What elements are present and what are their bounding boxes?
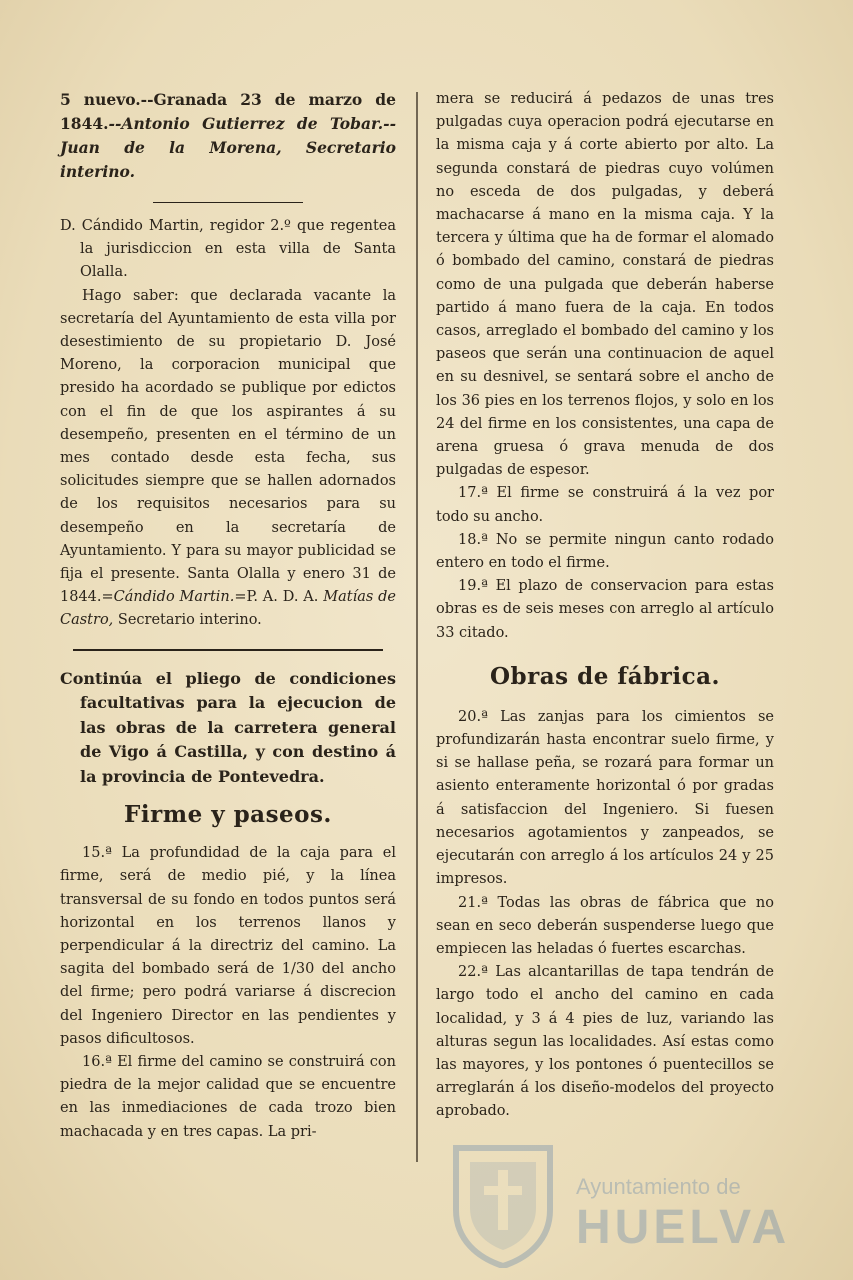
left-column [60,88,396,1144]
edict-body-text: Hago saber: que declarada vacante la secretaría del Ayuntamiento de esta villa por desestimiento de su propietario D. José Moreno, la corporacion municipal que presido ha acordado se publique por edictos con el fin de que los aspirantes á su desempeño, presenten en el término de un mes contado desde esta fecha, sus solicitudes siempre que se hallen adornados de los requisitos necesarios para su desempeño en la secretaría de Ayuntamiento. Y para su mayor publicidad se fija el presente. Santa Olalla y enero 31 de 1844. [60,287,396,606]
article-16-number: 16.ª [82,1053,112,1070]
article-21 [436,892,774,962]
article-20 [436,706,774,892]
edict-sign-name: =Cándido Martin. [101,589,235,606]
article-19-text: El plazo de conservacion para estas obras es de seis meses con arreglo al artículo 33 citado. [436,578,774,641]
article-17-text: El firme se construirá á la vez por todo su ancho. [436,485,774,525]
intro-signatures: --Antonio Gutierrez de Tobar.--Juan de la Morena, Secretario interino. [60,114,396,181]
watermark-line-2: HUELVA [576,1201,791,1254]
article-22 [436,961,774,1123]
article-21-text: Todas las obras de fábrica que no sean en seco deberán suspenderse luego que empiecen las heladas ó fuertes escarchas. [436,894,774,957]
section-title-firme: Firme y paseos. [124,801,332,829]
right-column [436,88,774,1124]
article-22-number: 22.ª [458,964,488,981]
article-18-number: 18.ª [458,531,488,548]
intro-bold: 5 nuevo.--Granada 23 de marzo de 1844. [60,90,396,133]
article-16-continued: mera se reducirá á pedazos de unas tres pulgadas cuya operacion podrá ejecutarse en la misma caja y á corte abierto por alto. La segunda constará de piedras cuyo volúmen no esceda de dos pulgadas, y deberá machacarse á mano en la misma caja. Y la tercera y última que ha de formar el alomado ó bombado del camino, constará de piedras como de una pulgada que deberán haberse partido á mano fuera de la caja. En todos casos, arreglado el bombado del camino y los paseos que serán una continuacion de aquel en su desnivel, se sentará sobre el ancho de los 36 pies en los terrenos flojos, y solo en los 24 del firme en los consistentes, una capa de arena gruesa ó grava menuda de dos pulgadas de espesor. [436,91,774,479]
divider-long [73,649,383,651]
continua-heading: Continúa el pliego de condiciones facultativas para la ejecucion de las obras de la carretera general de Vigo á Castilla, y con destino á la provincia de Pontevedra. [60,668,396,786]
article-15-text: La profundidad de la caja para el firme, será de medio pié, y la línea transversal de su fondo en todos puntos será horizontal en los terrenos llanos y perpendicular á la directriz del camino. La sagita del bombado será de 1/30 del ancho del firme; pero podrá variarse á discrecion del Ingeniero Director en las pendientes y pasos dificultosos. [60,845,396,1047]
article-19-number: 19.ª [458,578,488,595]
article-16-text: El firme del camino se construirá con piedra de la mejor calidad que se encuentre en las inmediaciones de cada trozo bien machacada y en tres capas. La pri- [60,1053,396,1140]
article-17 [436,482,774,528]
article-15-number: 15.ª [82,845,112,862]
article-18-text: No se permite ningun canto rodado entero en todo el firme. [436,531,774,572]
watermark [448,1140,828,1270]
article-21-number: 21.ª [458,894,488,911]
edict-sign-pad: =P. A. D. A. [234,589,319,606]
article-19 [436,575,774,645]
article-20-text: Las zanjas para los cimientos se profundizarán hasta encontrar suelo firme, y si se hallase peña, se rozará para formar un asiento enteramente horizontal ó por gradas á satisfaccion del Ingeniero. Si fuesen necesarios agotamientos y zanpeados, se ejecutarán con arreglo á los artículos 24 y 25 impresos. [436,708,774,888]
edict-sign-secretary: Matías de Castro, [60,589,397,629]
edict-sign-role: Secretario interino. [113,612,262,629]
article-18 [436,529,774,575]
section-title-fabrica: Obras de fábrica. [490,662,720,690]
article-17-number: 17.ª [458,485,488,502]
shield-icon [448,1140,558,1268]
edict-opening: D. Cándido Martin, regidor 2.º que regentea la jurisdiccion en esta villa de Santa Olalla. [60,218,396,281]
intro-paragraph [60,88,396,184]
article-22-text: Las alcantarillas de tapa tendrán de largo todo el ancho del camino en cada localidad, y 3 á 4 pies de luz, variando las alturas segun las localidades. Así estas como las mayores, y los pontones ó puentecillos se arreglarán á los diseño-modelos del proyecto aprobado. [436,964,774,1120]
column-divider [416,92,418,1162]
divider-short [153,202,303,203]
article-20-number: 20.ª [458,708,488,725]
watermark-line-1: Ayuntamiento de [576,1174,741,1199]
article-15 [60,842,396,1051]
article-16 [60,1051,396,1144]
edict-body [60,285,396,633]
